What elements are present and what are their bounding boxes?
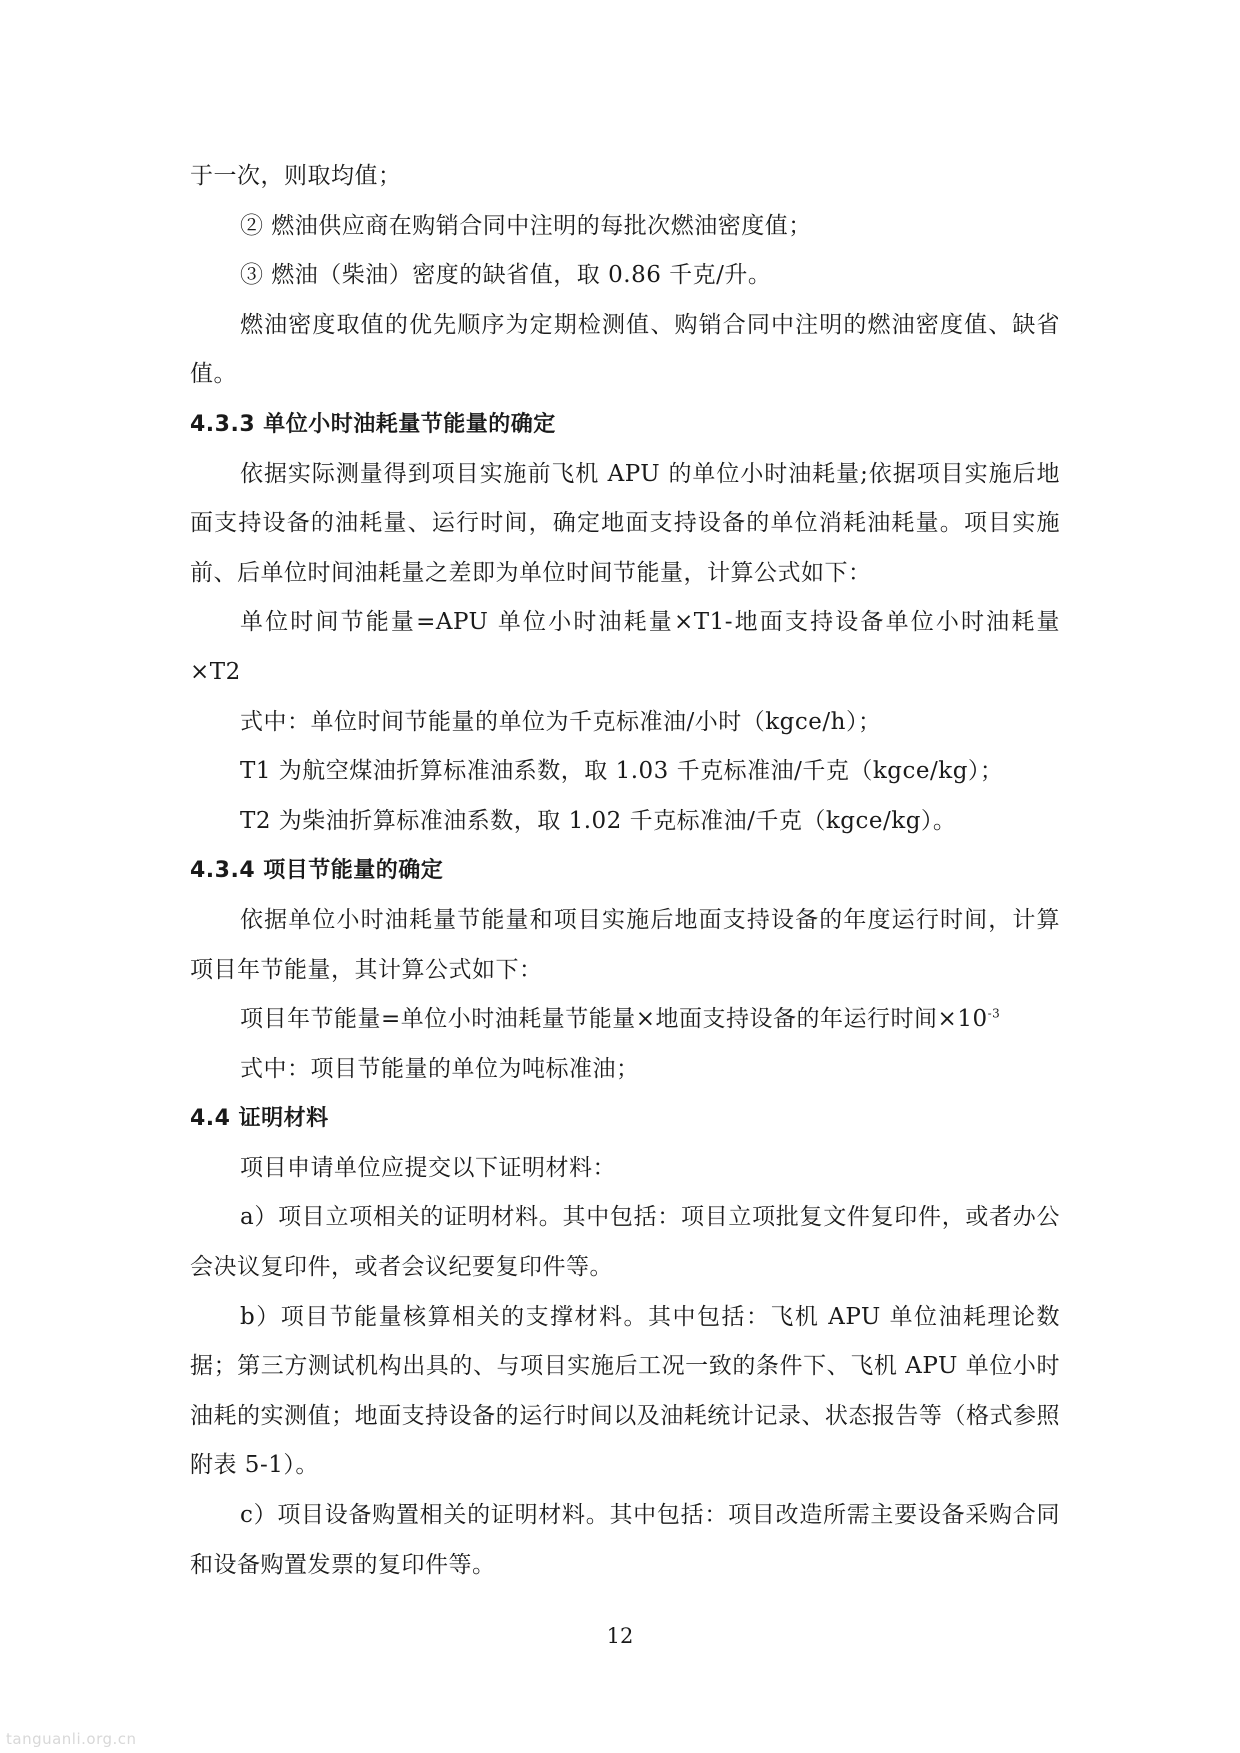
paragraph-basis: 依据实际测量得到项目实施前飞机 APU 的单位小时油耗量;依据项目实施后地面支持设备的油耗量、运行时间，确定地面支持设备的单位消耗油耗量。项目实施前、后单位时间油耗量之差即为单位时间节能量，计算公式如下： [190, 460, 1060, 586]
paragraph-density-priority: 燃油密度取值的优先顺序为定期检测值、购销合同中注明的燃油密度值、缺省值。 [190, 311, 1060, 388]
page-number: 12 [606, 1624, 634, 1648]
paragraph-item-3: ③ 燃油（柴油）密度的缺省值，取 0.86 千克/升。 [240, 262, 772, 289]
paragraph-material-b: b）项目节能量核算相关的支撑材料。其中包括：飞机 APU 单位油耗理论数据；第三方测试机构出具的、与项目实施后工况一致的条件下、飞机 APU 单位小时油耗的实测值；地面支持设备的运行时间以及油耗统计记录、状态报告等（格式参照附表 5-1）。 [190, 1303, 1060, 1479]
formula-annual-saving-text: 项目年节能量=单位小时油耗量节能量×地面支持设备的年运行时间×10 [240, 1006, 988, 1033]
paragraph-annual-basis: 依据单位小时油耗量节能量和项目实施后地面支持设备的年度运行时间，计算项目年节能量，其计算公式如下： [190, 906, 1060, 983]
paragraph-materials-intro: 项目申请单位应提交以下证明材料： [240, 1154, 616, 1181]
paragraph-t2: T2 为柴油折算标准油系数，取 1.02 千克标准油/千克（kgce/kg）。 [240, 807, 957, 834]
paragraph-continuation: 于一次，则取均值； [190, 163, 402, 189]
paragraph-where-unit: 式中：单位时间节能量的单位为千克标准油/小时（kgce/h）； [240, 708, 882, 735]
watermark-text: tanguanli.org.cn [6, 1730, 137, 1748]
document-body [190, 152, 1060, 1590]
formula-unit-time-saving: 单位时间节能量=APU 单位小时油耗量×T1-地面支持设备单位小时油耗量×T2 [190, 609, 1060, 685]
section-heading-4-3-4: 4.3.4 项目节能量的确定 [190, 858, 444, 884]
section-heading-4-4: 4.4 证明材料 [190, 1106, 329, 1132]
formula-annual-saving [190, 995, 1060, 1045]
paragraph-t1: T1 为航空煤油折算标准油系数，取 1.03 千克标准油/千克（kgce/kg）； [240, 758, 1004, 785]
paragraph-item-2: ② 燃油供应商在购销合同中注明的每批次燃油密度值； [240, 212, 812, 239]
paragraph-material-c: c）项目设备购置相关的证明材料。其中包括：项目改造所需主要设备采购合同和设备购置发票的复印件等。 [190, 1502, 1060, 1578]
formula-exponent: -3 [987, 1006, 1001, 1021]
paragraph-material-a: a）项目立项相关的证明材料。其中包括：项目立项批复文件复印件，或者办公会决议复印件，或者会议纪要复印件等。 [190, 1204, 1060, 1281]
paragraph-annual-unit: 式中：项目节能量的单位为吨标准油； [240, 1055, 640, 1082]
section-heading-4-3-3: 4.3.3 单位小时油耗量节能量的确定 [190, 411, 556, 437]
